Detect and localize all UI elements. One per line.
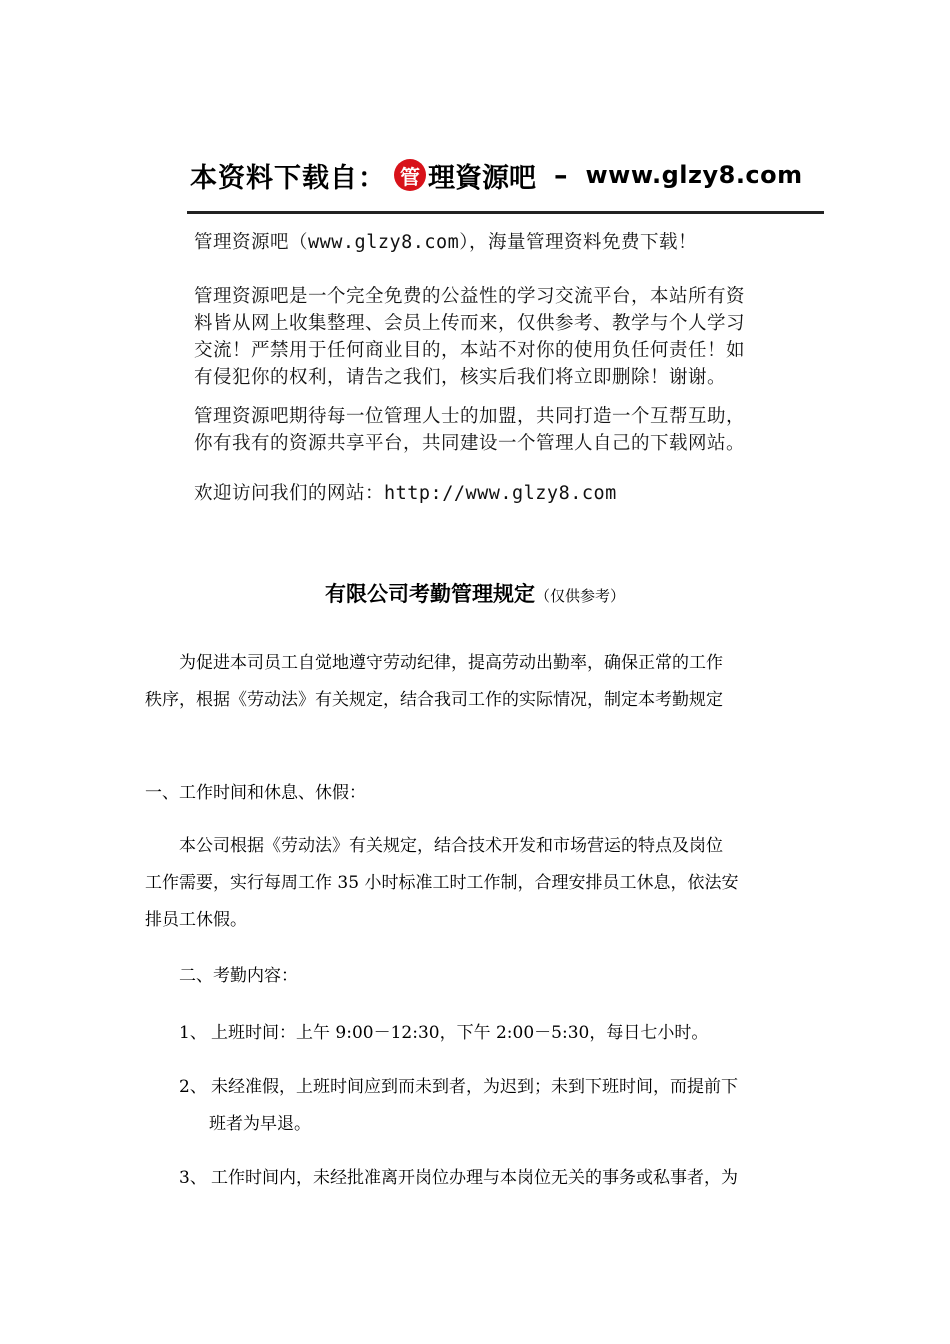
section-heading-work-time: 一、工作时间和休息、休假： [145, 783, 366, 803]
brand-name: 理資源吧 [428, 162, 536, 194]
banner-invitation [194, 403, 826, 457]
banner-visit [194, 480, 826, 507]
work-time-paragraph [145, 828, 738, 939]
list-item [179, 1015, 708, 1052]
work-line: 排员工休假。 [145, 910, 247, 930]
invitation-line: 管理资源吧期待每一位管理人士的加盟，共同打造一个互帮互助， [194, 406, 746, 427]
section-heading-attendance: 二、考勤内容： [179, 966, 298, 986]
item-text: 工作时间内，未经批准离开岗位办理与本岗位无关的事务或私事者，为 [211, 1168, 738, 1188]
banner-label: 本资料下载自： [190, 162, 386, 194]
work-line: 工作需要，实行每周工作 35 小时标准工时工作制，合理安排员工休息，依法安 [145, 873, 739, 893]
brand-logo-icon: 管 [394, 159, 426, 191]
item-text-continued: 班者为早退。 [209, 1114, 311, 1134]
disclaimer-line: 有侵犯你的权利，请告之我们，核实后我们将立即删除！谢谢。 [194, 367, 727, 388]
item-number: 1、 [179, 1023, 207, 1043]
title-subtitle: （仅供参考） [534, 587, 625, 605]
intro-line: 为促进本司员工自觉地遵守劳动纪律，提高劳动出勤率，确保正常的工作 [179, 653, 723, 673]
disclaimer-line: 料皆从网上收集整理、会员上传而来，仅供参考、教学与个人学习 [194, 313, 746, 334]
list-item [179, 1069, 738, 1143]
disclaimer-line: 交流！严禁用于任何商业目的，本站不对你的使用负任何责任！如 [194, 340, 746, 361]
item-text: 未经准假，上班时间应到而未到者，为迟到；未到下班时间，而提前下 [211, 1077, 738, 1097]
banner-dash: – [554, 159, 568, 191]
banner-site-link[interactable]: www.glzy8.com [585, 161, 803, 189]
disclaimer-line: 管理资源吧是一个完全免费的公益性的学习交流平台，本站所有资 [194, 286, 746, 307]
banner-intro-text: 管理资源吧（www.glzy8.com），海量管理资料免费下载！ [194, 232, 698, 253]
item-number: 2、 [179, 1077, 207, 1097]
item-text: 上班时间：上午 9:00－12:30，下午 2:00－5:30，每日七小时。 [211, 1023, 709, 1043]
list-item [179, 1160, 738, 1197]
document-title [0, 578, 950, 608]
banner-header [190, 150, 824, 200]
intro-line: 秩序，根据《劳动法》有关规定，结合我司工作的实际情况，制定本考勤规定 [145, 690, 723, 710]
banner-intro-line [194, 229, 826, 256]
title-main: 有限公司考勤管理规定 [324, 582, 535, 606]
download-banner [190, 150, 824, 200]
banner-disclaimer [194, 283, 826, 391]
banner-divider [187, 211, 824, 214]
visit-link[interactable]: 欢迎访问我们的网站：http://www.glzy8.com [194, 483, 617, 504]
work-line: 本公司根据《劳动法》有关规定，结合技术开发和市场营运的特点及岗位 [179, 836, 723, 856]
intro-paragraph [145, 645, 723, 719]
invitation-line: 你有我有的资源共享平台，共同建设一个管理人自己的下载网站。 [194, 433, 746, 454]
item-number: 3、 [179, 1168, 207, 1188]
